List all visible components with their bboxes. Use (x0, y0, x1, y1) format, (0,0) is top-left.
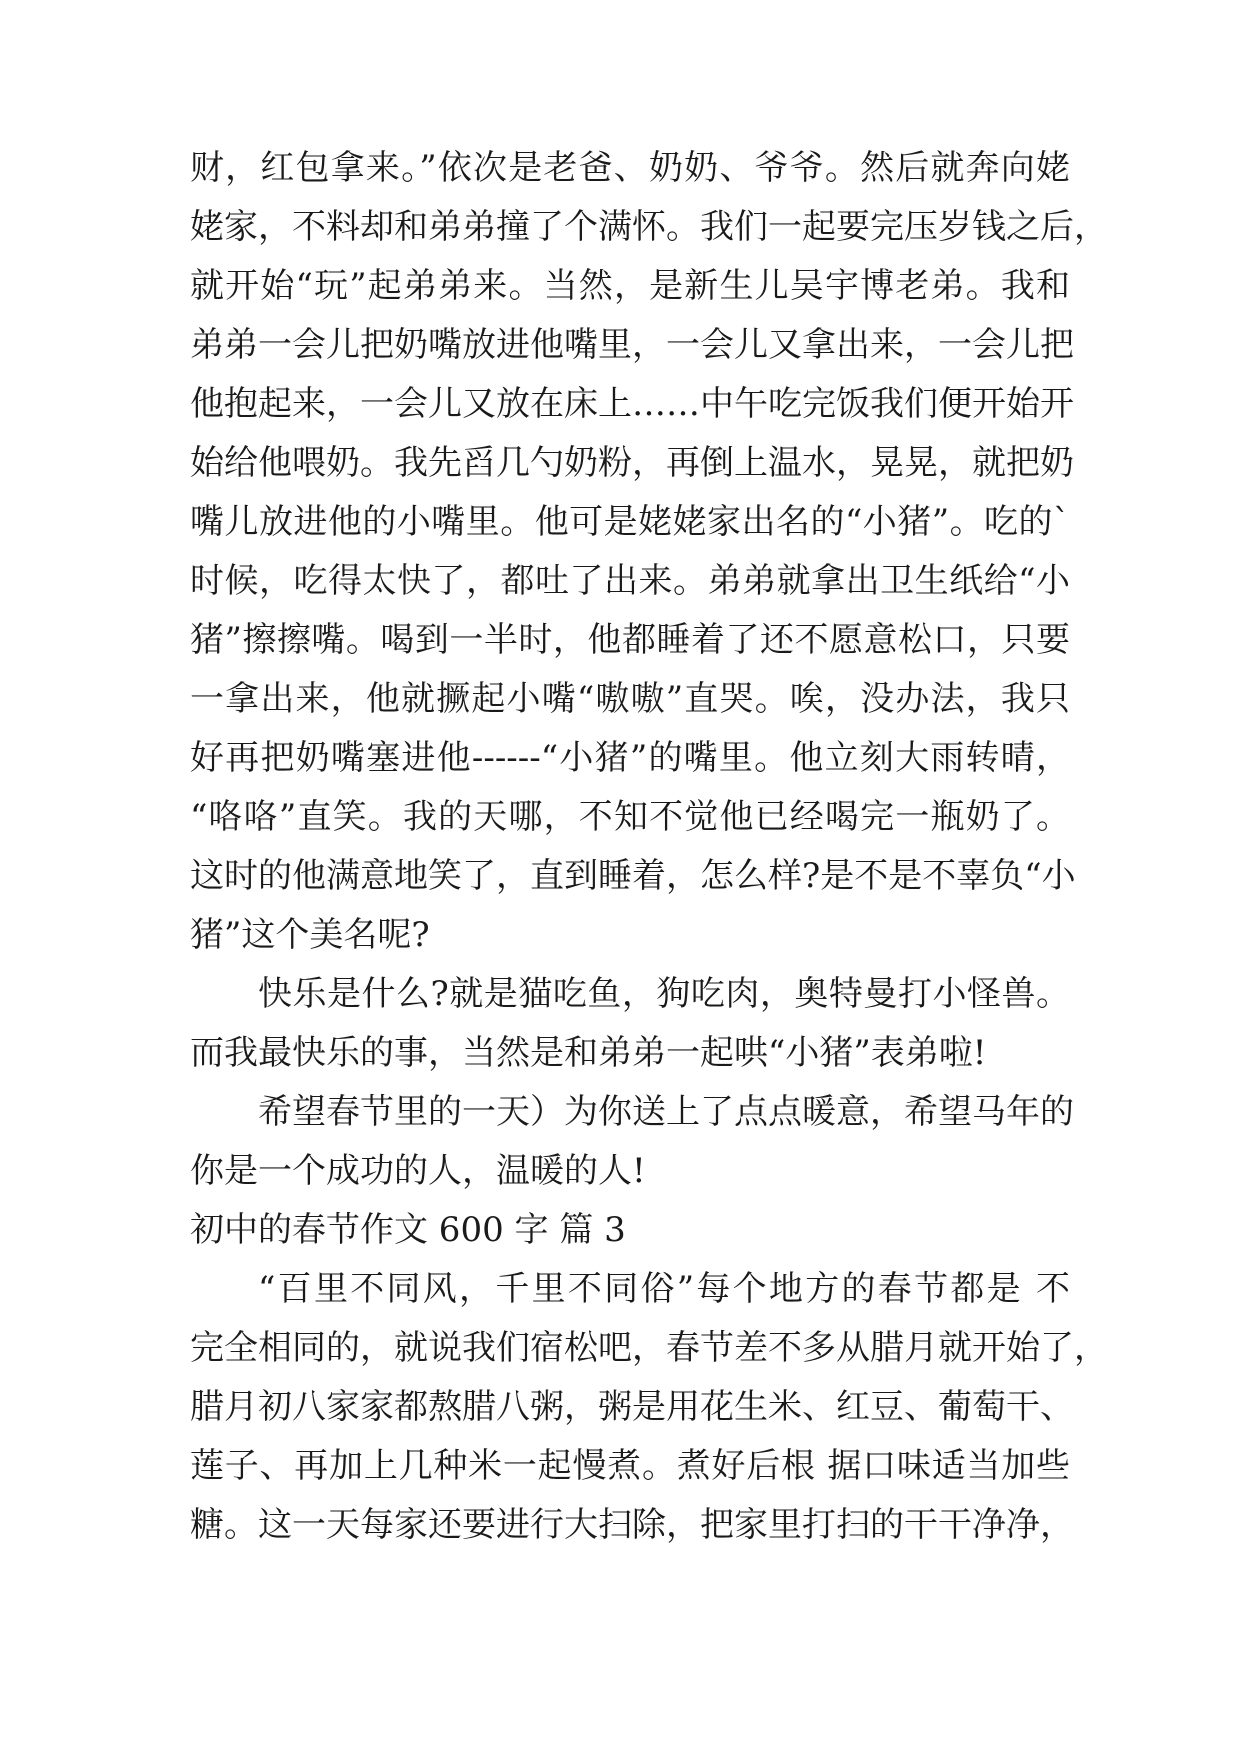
text-line: 希望春节里的一天）为你送上了点点暖意，希望马年的 (258, 1092, 1074, 1132)
text-line: 财，红包拿来。”依次是老爸、奶奶、爷爷。然后就奔向姥 (190, 148, 1070, 188)
text-line: 你是一个成功的人，温暖的人! (190, 1151, 646, 1191)
text-line: 时候，吃得太快了，都吐了出来。弟弟就拿出卫生纸给“小 (190, 561, 1070, 601)
text-line: 这时的他满意地笑了，直到睡着，怎么样?是不是不辜负“小 (190, 856, 1076, 896)
text-line: “百里不同风，千里不同俗”每个地方的春节都是 不 (258, 1269, 1070, 1309)
text-line: 弟弟一会儿把奶嘴放进他嘴里，一会儿又拿出来，一会儿把 (190, 325, 1074, 365)
text-line: 好再把奶嘴塞进他------“小猪”的嘴里。他立刻大雨转晴， (190, 738, 1070, 778)
text-line: 猪”擦擦嘴。喝到一半时，他都睡着了还不愿意松口，只要 (190, 620, 1070, 660)
text-line: 嘴儿放进他的小嘴里。他可是姥姥家出名的“小猪”。吃的` (190, 502, 1070, 542)
text-line: 猪”这个美名呢? (190, 915, 430, 955)
text-line: 始给他喂奶。我先舀几勺奶粉，再倒上温水，晃晃，就把奶 (190, 443, 1074, 483)
text-line: 姥家，不料却和弟弟撞了个满怀。我们一起要完压岁钱之后， (190, 207, 1108, 247)
text-line: 腊月初八家家都熬腊八粥，粥是用花生米、红豆、葡萄干、 (190, 1387, 1074, 1427)
text-line: 快乐是什么?就是猫吃鱼，狗吃肉，奥特曼打小怪兽。 (258, 974, 1070, 1014)
text-line: 就开始“玩”起弟弟来。当然，是新生儿吴宇博老弟。我和 (190, 266, 1070, 306)
section-heading: 初中的春节作文 600 字 篇 3 (190, 1210, 626, 1250)
text-line: 莲子、再加上几种米一起慢煮。煮好后根 据口味适当加些 (190, 1446, 1070, 1486)
text-line: 他抱起来，一会儿又放在床上……中午吃完饭我们便开始开 (190, 384, 1074, 424)
text-line: 完全相同的，就说我们宿松吧，春节差不多从腊月就开始了， (190, 1328, 1108, 1368)
text-line: 糖。这一天每家还要进行大扫除，把家里打扫的干干净净， (190, 1505, 1074, 1545)
text-line: 一拿出来，他就撅起小嘴“嗷嗷”直哭。唉，没办法，我只 (190, 679, 1070, 719)
text-line: “咯咯”直笑。我的天哪，不知不觉他已经喝完一瓶奶了。 (190, 797, 1070, 837)
text-line: 而我最快乐的事，当然是和弟弟一起哄“小猪”表弟啦! (190, 1033, 987, 1073)
